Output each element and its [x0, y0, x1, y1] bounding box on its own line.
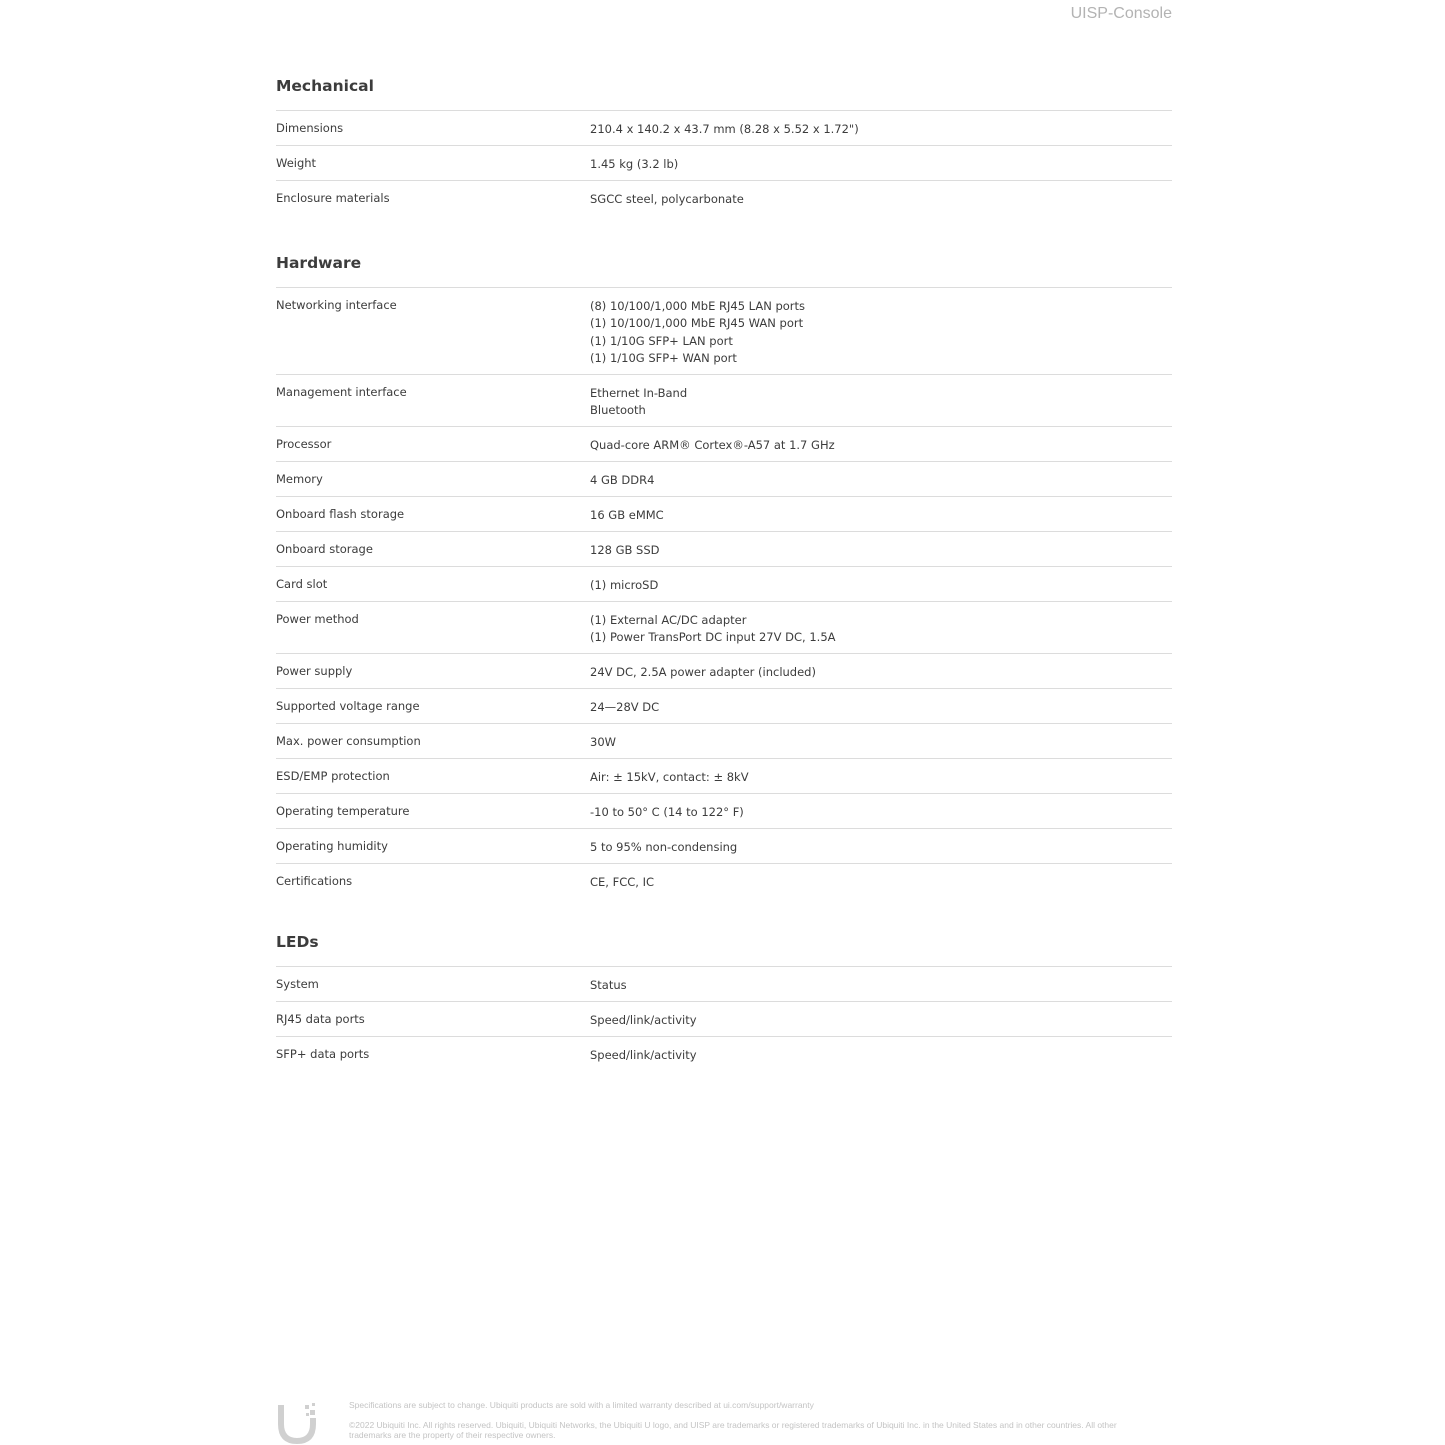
spec-label: Memory — [276, 472, 323, 486]
spec-label: Power supply — [276, 664, 353, 678]
spec-value: -10 to 50° C (14 to 122° F) — [590, 805, 744, 819]
spec-value: (8) 10/100/1,000 MbE RJ45 LAN ports (1) 10/100/1,000 MbE RJ45 WAN port (1) 1/10G SFP+ LAN port (1) 1/10G SFP+ WAN port — [590, 299, 806, 365]
spec-value: Speed/link/activity — [590, 1048, 697, 1062]
footer — [276, 1400, 1172, 1445]
spec-label: Supported voltage range — [276, 699, 420, 713]
doc-title: UISP-Console — [1070, 5, 1172, 22]
spec-label: Onboard storage — [276, 542, 373, 556]
spec-value: 210.4 x 140.2 x 43.7 mm (8.28 x 5.52 x 1.72") — [590, 122, 859, 136]
spec-value: (1) External AC/DC adapter (1) Power TransPort DC input 27V DC, 1.5A — [590, 613, 836, 645]
table-row — [276, 688, 1172, 723]
table-row — [276, 863, 1172, 898]
section-title-hardware: Hardware — [276, 254, 362, 272]
spec-value: 24V DC, 2.5A power adapter (included) — [590, 665, 816, 679]
spec-label: ESD/EMP protection — [276, 769, 390, 783]
table-row — [276, 566, 1172, 601]
table-row — [276, 966, 1172, 1001]
spec-value: Status — [590, 978, 627, 992]
spec-value: Air: ± 15kV, contact: ± 8kV — [590, 770, 749, 784]
spec-label: Operating temperature — [276, 804, 410, 818]
spec-label: Networking interface — [276, 298, 397, 312]
spec-value: 24—28V DC — [590, 700, 660, 714]
table-row — [276, 723, 1172, 758]
spec-value: CE, FCC, IC — [590, 875, 655, 889]
spec-value: 128 GB SSD — [590, 543, 660, 557]
table-row — [276, 1036, 1172, 1071]
spec-label: Dimensions — [276, 121, 344, 135]
spec-value: Quad-core ARM® Cortex®-A57 at 1.7 GHz — [590, 438, 835, 452]
spec-label: RJ45 data ports — [276, 1012, 365, 1026]
spec-label: Weight — [276, 156, 317, 170]
spec-label: Max. power consumption — [276, 734, 421, 748]
table-row — [276, 793, 1172, 828]
section-title-mechanical: Mechanical — [276, 77, 374, 95]
hardware-table — [276, 287, 1172, 898]
spec-label: Power method — [276, 612, 359, 626]
table-row — [276, 110, 1172, 145]
leds-table — [276, 966, 1172, 1071]
spec-label: Card slot — [276, 577, 328, 591]
spec-value: (1) microSD — [590, 578, 659, 592]
spec-value: Ethernet In-Band Bluetooth — [590, 386, 688, 418]
spec-label: Management interface — [276, 385, 407, 399]
ubiquiti-logo-icon — [276, 1402, 318, 1444]
table-row — [276, 828, 1172, 863]
spec-label: SFP+ data ports — [276, 1047, 370, 1061]
spec-label: Operating humidity — [276, 839, 388, 853]
table-row — [276, 426, 1172, 461]
spec-value: 30W — [590, 735, 617, 749]
table-row — [276, 461, 1172, 496]
table-row — [276, 496, 1172, 531]
spec-value: 5 to 95% non-condensing — [590, 840, 738, 854]
footer-copyright-note: ©2022 Ubiquiti Inc. All rights reserved. Ubiquiti, Ubiquiti Networks, the Ubiquiti U logo, and UISP are trademarks or registered trademarks of Ubiquiti Inc. in the United States and in other countries. All other trademarks are the property of their respective owners. — [349, 1420, 1117, 1440]
table-row — [276, 287, 1172, 374]
spec-value: SGCC steel, polycarbonate — [590, 192, 744, 206]
spec-label: System — [276, 977, 319, 991]
table-row — [276, 374, 1172, 426]
table-row — [276, 180, 1172, 215]
spec-label: Processor — [276, 437, 332, 451]
table-row — [276, 145, 1172, 180]
footer-warranty-note: Specifications are subject to change. Ubiquiti products are sold with a limited warranty described at ui.com/support/warranty — [349, 1400, 814, 1410]
footer-notes — [349, 1400, 1149, 1440]
section-title-leds: LEDs — [276, 933, 319, 951]
table-row — [276, 653, 1172, 688]
spec-value: 16 GB eMMC — [590, 508, 664, 522]
mechanical-table — [276, 110, 1172, 215]
table-row — [276, 1001, 1172, 1036]
spec-value: 4 GB DDR4 — [590, 473, 655, 487]
spec-value: Speed/link/activity — [590, 1013, 697, 1027]
table-row — [276, 758, 1172, 793]
spec-label: Certifications — [276, 874, 353, 888]
spec-label: Onboard flash storage — [276, 507, 405, 521]
spec-label: Enclosure materials — [276, 191, 390, 205]
table-row — [276, 531, 1172, 566]
table-row — [276, 601, 1172, 653]
spec-value: 1.45 kg (3.2 lb) — [590, 157, 679, 171]
